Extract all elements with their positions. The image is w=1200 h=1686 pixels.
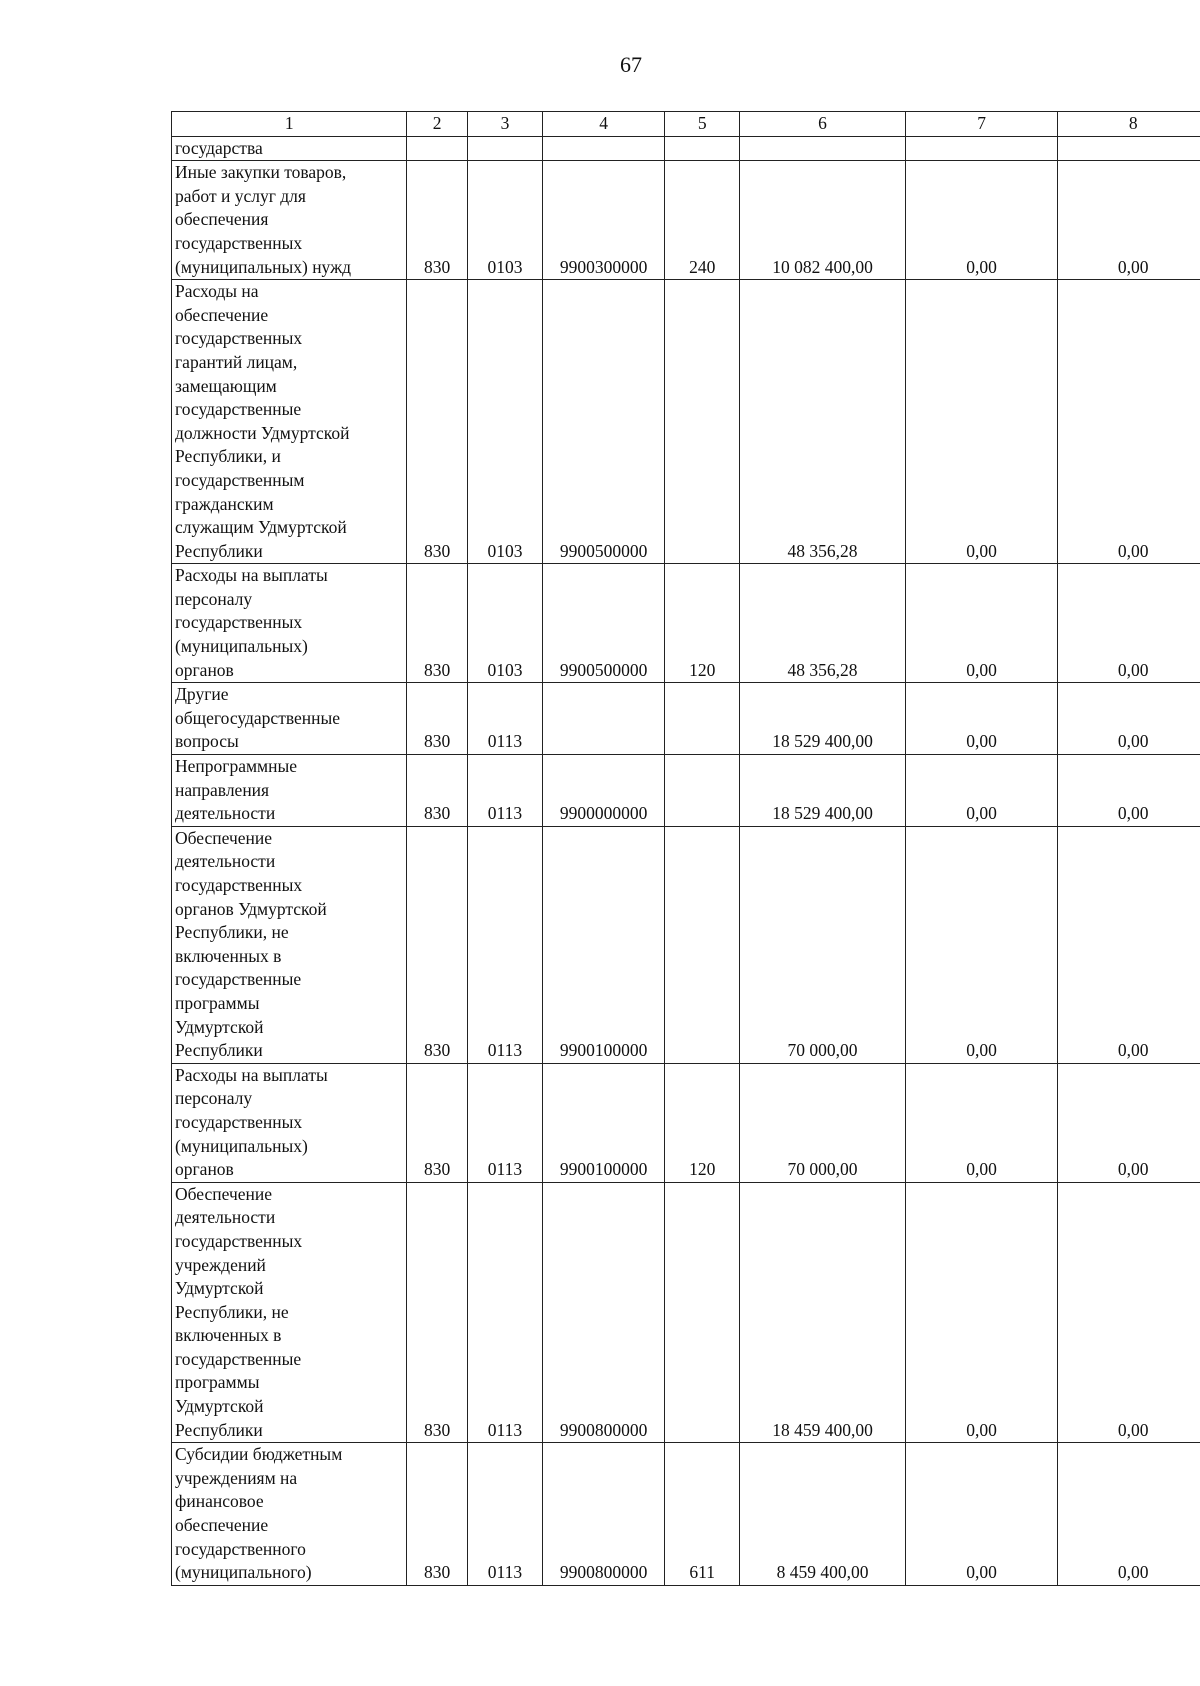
- row-name: государства: [172, 136, 407, 161]
- row-amount-6: 18 459 400,00: [740, 1182, 905, 1443]
- row-amount-8: 0,00: [1058, 1063, 1200, 1182]
- row-expense-type: 120: [665, 564, 740, 683]
- row-name: Расходы на обеспечение государственных гарантий лицам, замещающим государственные должности Удмуртской Республики, и государственным гражданским служащим Удмуртской Республики: [172, 280, 407, 564]
- row-amount-7: [905, 136, 1058, 161]
- row-section-code: 0113: [467, 1063, 542, 1182]
- header-cell-3: 3: [467, 112, 542, 137]
- row-target-code: 9900800000: [543, 1443, 665, 1586]
- table-row: [172, 280, 1200, 564]
- row-ministry-code: 830: [407, 161, 467, 280]
- row-amount-8: 0,00: [1058, 826, 1200, 1063]
- row-amount-8: 0,00: [1058, 1182, 1200, 1443]
- header-cell-8: 8: [1058, 112, 1200, 137]
- header-cell-5: 5: [665, 112, 740, 137]
- row-amount-7: 0,00: [905, 1063, 1058, 1182]
- row-expense-type: 611: [665, 1443, 740, 1586]
- header-cell-4: 4: [543, 112, 665, 137]
- row-name: Обеспечение деятельности государственных учреждений Удмуртской Республики, не включенных в государственные программы Удмуртской Республики: [172, 1182, 407, 1443]
- table-row: [172, 161, 1200, 280]
- header-cell-6: 6: [740, 112, 905, 137]
- row-section-code: 0113: [467, 1443, 542, 1586]
- row-target-code: 9900300000: [543, 161, 665, 280]
- row-target-code: 9900800000: [543, 1182, 665, 1443]
- row-name: Субсидии бюджетным учреждениям на финансовое обеспечение государственного (муниципального): [172, 1443, 407, 1586]
- row-amount-7: 0,00: [905, 755, 1058, 827]
- row-amount-6: 48 356,28: [740, 280, 905, 564]
- page-number: 67: [620, 52, 642, 77]
- table-row: [172, 826, 1200, 1063]
- row-ministry-code: 830: [407, 755, 467, 827]
- budget-table: [171, 111, 1200, 1586]
- row-ministry-code: [407, 136, 467, 161]
- row-target-code: [543, 136, 665, 161]
- table-row: [172, 564, 1200, 683]
- table-row: [172, 755, 1200, 827]
- row-amount-6: 70 000,00: [740, 1063, 905, 1182]
- header-cell-1: 1: [172, 112, 407, 137]
- row-section-code: 0103: [467, 161, 542, 280]
- row-name: Расходы на выплаты персоналу государственных (муниципальных) органов: [172, 564, 407, 683]
- row-amount-6: 10 082 400,00: [740, 161, 905, 280]
- header-cell-7: 7: [905, 112, 1058, 137]
- row-amount-7: 0,00: [905, 1182, 1058, 1443]
- row-amount-7: 0,00: [905, 1443, 1058, 1586]
- row-expense-type: [665, 755, 740, 827]
- row-target-code: 9900500000: [543, 280, 665, 564]
- row-section-code: 0113: [467, 755, 542, 827]
- row-ministry-code: 830: [407, 1443, 467, 1586]
- header-cell-2: 2: [407, 112, 467, 137]
- row-section-code: 0103: [467, 564, 542, 683]
- row-ministry-code: 830: [407, 1182, 467, 1443]
- row-section-code: 0103: [467, 280, 542, 564]
- row-amount-8: 0,00: [1058, 161, 1200, 280]
- row-amount-6: [740, 136, 905, 161]
- row-amount-7: 0,00: [905, 161, 1058, 280]
- header-row: [172, 112, 1200, 137]
- row-ministry-code: 830: [407, 1063, 467, 1182]
- row-section-code: 0113: [467, 1182, 542, 1443]
- row-amount-7: 0,00: [905, 564, 1058, 683]
- row-section-code: 0113: [467, 826, 542, 1063]
- row-section-code: [467, 136, 542, 161]
- row-expense-type: [665, 1182, 740, 1443]
- row-amount-6: 70 000,00: [740, 826, 905, 1063]
- row-amount-8: 0,00: [1058, 280, 1200, 564]
- row-target-code: 9900100000: [543, 1063, 665, 1182]
- row-target-code: 9900000000: [543, 755, 665, 827]
- row-amount-7: 0,00: [905, 826, 1058, 1063]
- row-name: Другие общегосударственные вопросы: [172, 683, 407, 755]
- row-expense-type: 120: [665, 1063, 740, 1182]
- row-expense-type: [665, 683, 740, 755]
- row-ministry-code: 830: [407, 280, 467, 564]
- row-target-code: 9900100000: [543, 826, 665, 1063]
- row-name: Иные закупки товаров, работ и услуг для обеспечения государственных (муниципальных) нужд: [172, 161, 407, 280]
- row-expense-type: 240: [665, 161, 740, 280]
- table-row: [172, 1182, 1200, 1443]
- row-amount-6: 48 356,28: [740, 564, 905, 683]
- table-row: [172, 1443, 1200, 1586]
- row-amount-6: 18 529 400,00: [740, 683, 905, 755]
- row-expense-type: [665, 136, 740, 161]
- row-amount-8: 0,00: [1058, 564, 1200, 683]
- row-target-code: 9900500000: [543, 564, 665, 683]
- table-row: [172, 1063, 1200, 1182]
- row-ministry-code: 830: [407, 564, 467, 683]
- row-amount-7: 0,00: [905, 280, 1058, 564]
- row-target-code: [543, 683, 665, 755]
- row-amount-8: 0,00: [1058, 1443, 1200, 1586]
- row-name: Непрограммные направления деятельности: [172, 755, 407, 827]
- row-name: Расходы на выплаты персоналу государственных (муниципальных) органов: [172, 1063, 407, 1182]
- row-ministry-code: 830: [407, 683, 467, 755]
- row-expense-type: [665, 826, 740, 1063]
- row-ministry-code: 830: [407, 826, 467, 1063]
- row-amount-6: 18 529 400,00: [740, 755, 905, 827]
- row-name: Обеспечение деятельности государственных органов Удмуртской Республики, не включенных в государственные программы Удмуртской Республики: [172, 826, 407, 1063]
- table-row: [172, 683, 1200, 755]
- row-amount-8: [1058, 136, 1200, 161]
- row-amount-7: 0,00: [905, 683, 1058, 755]
- row-expense-type: [665, 280, 740, 564]
- row-section-code: 0113: [467, 683, 542, 755]
- row-amount-8: 0,00: [1058, 755, 1200, 827]
- row-amount-6: 8 459 400,00: [740, 1443, 905, 1586]
- row-amount-8: 0,00: [1058, 683, 1200, 755]
- table-row: [172, 136, 1200, 161]
